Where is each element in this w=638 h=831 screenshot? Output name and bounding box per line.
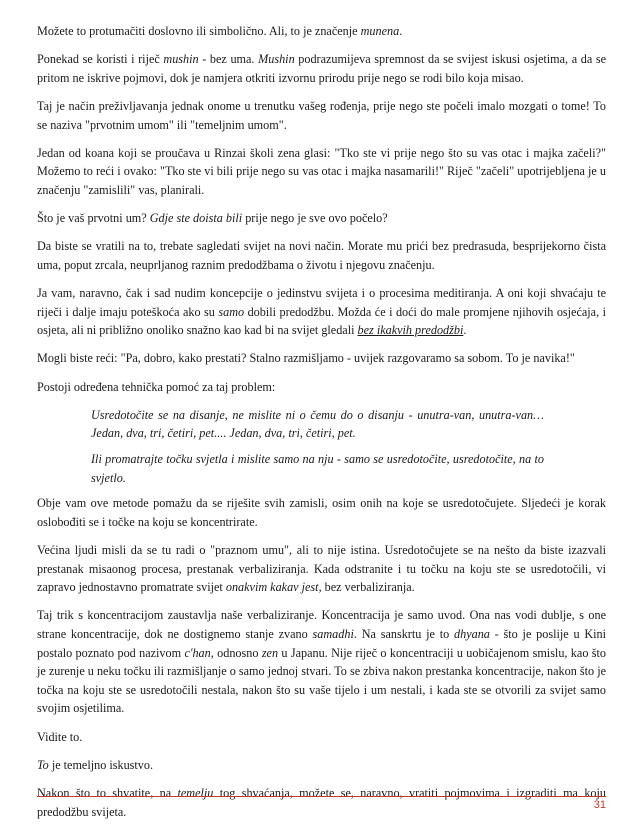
text-segment: Taj trik s koncentracijom zaustavlja naše verbaliziranje. Koncentracija je samo uvod. Ona nas vodi dublje, s one strane koncentracije, dok ne dostignemo stanje zvano: [37, 608, 606, 641]
body-paragraph: [37, 378, 606, 397]
emphasis-text: Mushin: [258, 52, 295, 67]
body-paragraph: [37, 237, 606, 274]
text-segment: je temeljno iskustvo.: [48, 757, 154, 772]
text-segment: Nakon što to shvatite, na: [37, 785, 178, 800]
text-segment: - bez uma.: [198, 52, 259, 67]
emphasis-text: onakvim kakav jest: [225, 580, 319, 595]
quote-paragraph: [91, 450, 544, 487]
text-segment: Da biste se vratili na to, trebate sagledati svijet na novi način. Morate mu prići bez predrasuda, besprijekorno čista uma, poput zrcala, neuprljanog raznim predodžbama o životu i njegovu značenju.: [37, 239, 606, 272]
body-paragraph: [37, 784, 606, 821]
body-paragraph: [37, 541, 606, 597]
emphasis-text: dhyana: [454, 626, 490, 641]
quote-paragraph: [91, 406, 544, 443]
body-paragraph: [37, 22, 606, 41]
emphasis-text: Gdje ste doista bili: [149, 211, 243, 226]
emphasis-text: temelju: [177, 785, 214, 800]
text-segment: , odnosno: [210, 645, 262, 660]
text-segment: prije nego je sve ovo počelo?: [242, 211, 388, 226]
text-segment: Ponekad se koristi i riječ: [37, 52, 164, 67]
text-segment: - što je poslije u Kini postalo poznato pod nazivom: [37, 626, 606, 660]
text-segment: podrazumijeva spremnost da se svijest iskusi osjetima, a da se pritom ne iskrive pojmovi, dok je namjera otkriti izvornu prirodu prije nego se rodi bilo koja misao.: [37, 52, 606, 85]
emphasis-text: munena: [360, 24, 400, 38]
text-segment: .: [463, 323, 467, 338]
text-segment: Što je vaš prvotni um?: [37, 211, 150, 226]
body-paragraph: [37, 728, 606, 747]
text-segment: Vidite to.: [37, 729, 83, 744]
text-segment: Većina ljudi misli da se tu radi o "praznom umu", ali to nije istina. Usredotočujete se na nešto da biste izazvali prestanak misaonog procesa, prestanak verbaliziranja. Kada odstranite i tu točku na koju ste se usredotočili, vi zapravo jednostavno promatrate svijet: [37, 543, 606, 595]
text-segment: Jedan od koana koji se proučava u Rinzai školi zena glasi: "Tko ste vi prije nego što su vas otac i majka začeli?" Možemo to reći i ovako: "Tko ste vi bili prije nego su vas otac i majka nasamarili!" Riječ "začeli" upotrijebljena je u značenju "zamislili" vas, planirali.: [37, 145, 606, 197]
emphasis-text: samo: [218, 304, 245, 319]
page-number: 31: [593, 799, 606, 811]
emphasis-text: To: [37, 757, 49, 772]
text-segment: u Japanu. Nije riječ o koncentraciji u uobičajenom smislu, kao što je zurenje u neku točku ili razmišljanje o samo jednoj stvari. To se zbiva nakon prestanka koncentracije, nakon što je točka na koju ste se usredotočili nestala, nakon što su vaše tijelo i um nestali, i kada ste se otvorili za svijet samo svojim osjetilima.: [37, 645, 606, 716]
emphasis-text: samadhi: [312, 626, 354, 641]
body-paragraph: [37, 50, 606, 87]
body-paragraph: [37, 606, 606, 718]
body-paragraph: [37, 494, 606, 531]
body-paragraph: [37, 97, 606, 134]
text-segment: tog shvaćanja, možete se, naravno, vratiti pojmovima i izgraditi ma koju predodžbu svijeta.: [37, 785, 607, 819]
text-segment: Mogli biste reći: "Pa, dobro, kako prestati? Stalno razmišljamo - uvijek razgovaramo sa sobom. To je navika!": [37, 351, 575, 366]
text-segment: Taj je način preživljavanja jednak onome u trenutku vašeg rođenja, prije nego ste počeli imalo mozgati o tome! To se naziva "prvotnim umom" ili "temeljnim umom".: [37, 98, 606, 132]
text-segment: Ja vam, naravno, čak i sad nudim koncepcije o jedinstvu svijeta i o procesima meditiranja. A oni koji shvaćaju te riječi i dalje imaju poteškoća ako su: [37, 286, 606, 319]
body-paragraph: [37, 209, 606, 228]
text-segment: . Na sanskrtu je to: [353, 626, 454, 641]
text-segment: Možete to protumačiti doslovno ili simbolično. Ali, to je značenje: [37, 24, 361, 38]
page-footer: [37, 796, 606, 811]
page-body: [37, 22, 606, 831]
text-segment: , bez verbaliziranja.: [318, 580, 415, 595]
body-paragraph: [37, 756, 606, 775]
text-segment: Usredotočite se na disanje, ne mislite ni o čemu do o disanju - unutra-van, unutra-van… Jedan, dva, tri, četiri, pet.... Jedan, dva, tri, četiri, pet.: [91, 407, 544, 441]
body-paragraph: [37, 284, 606, 340]
text-segment: .: [399, 24, 403, 38]
text-segment: dobili predodžbu. Možda će i doći do male promjene njihovih osjećaja, i osjeta, ali ni približno onoliko snažno kao kad bi na svijet gledali: [37, 304, 606, 338]
emphasis-text: mushin: [163, 52, 199, 67]
text-segment: Postoji određena tehnička pomoć za taj problem:: [37, 379, 276, 394]
emphasis-text: bez ikakvih predodžbi: [357, 323, 464, 338]
text-segment: Obje vam ove metode pomažu da se riješite svih zamisli, osim onih na koje se usredotočujete. Sljedeći je korak oslobođiti se i točke na koju se koncentrirate.: [37, 496, 606, 529]
emphasis-text: c'han: [184, 645, 211, 660]
text-segment: Ili promatrajte točku svjetla i mislite samo na nju - samo se usredotočite, usredotočite, na to svjetlo.: [91, 452, 544, 485]
body-paragraph: [37, 349, 606, 368]
body-paragraph: [37, 144, 606, 200]
emphasis-text: zen: [261, 645, 279, 660]
